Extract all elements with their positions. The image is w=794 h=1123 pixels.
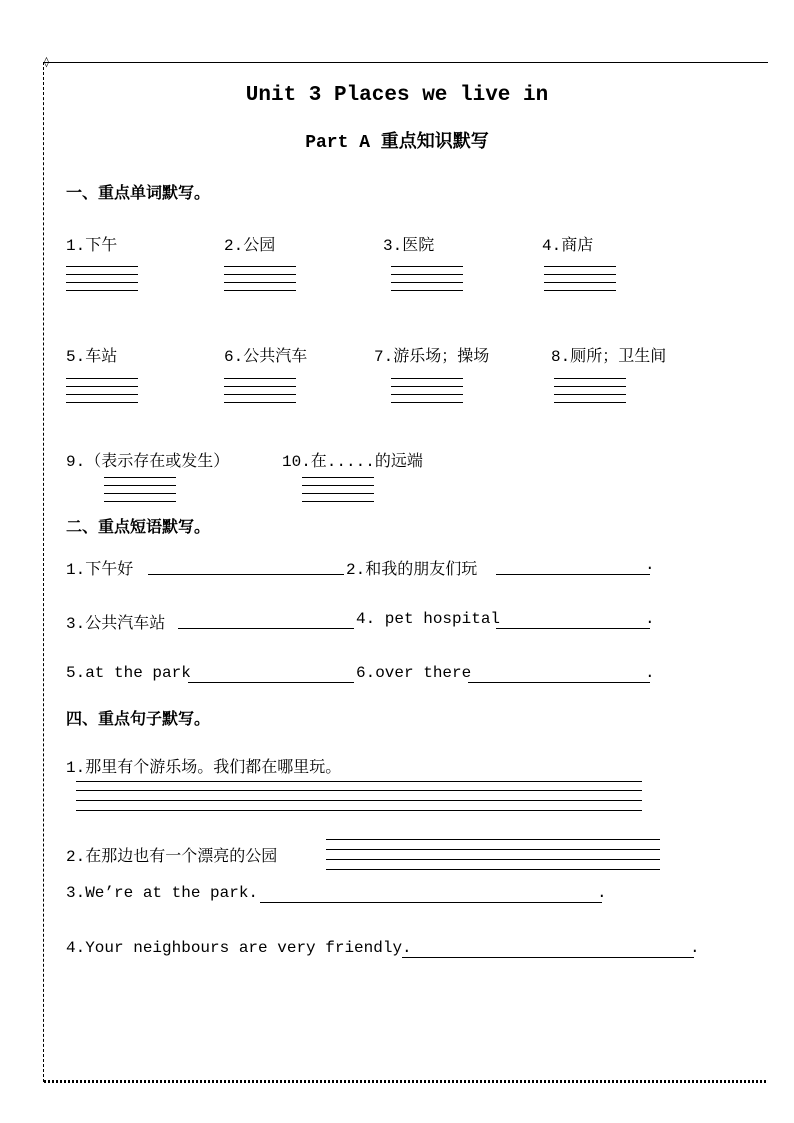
period: . [690, 939, 700, 957]
writing-lines[interactable] [66, 378, 138, 410]
sentence-prompt: 3.We’re at the park. [66, 884, 259, 902]
phrase-prompt: 1.下午好 [66, 561, 134, 579]
writing-lines[interactable] [104, 477, 176, 509]
answer-line[interactable] [148, 574, 344, 575]
writing-lines[interactable] [544, 266, 616, 298]
page-left-border [43, 62, 44, 1082]
corner-mark: ◊ [44, 57, 49, 68]
word-prompt: 3.医院 [383, 237, 435, 255]
section-sentences-heading: 四、重点句子默写。 [66, 709, 211, 728]
word-prompt: 4.商店 [542, 237, 594, 255]
section-words-heading: 一、重点单词默写。 [66, 183, 211, 202]
answer-line[interactable] [468, 682, 650, 683]
worksheet-title: Unit 3 Places we live in [245, 84, 549, 107]
word-prompt: 5.车站 [66, 348, 118, 366]
sentence-prompt: 4.Your neighbours are very friendly. [66, 939, 412, 957]
period: . [645, 610, 655, 628]
writing-lines[interactable] [326, 839, 660, 871]
writing-lines[interactable] [391, 378, 463, 410]
word-prompt: 2.公园 [224, 237, 276, 255]
sentence-prompt: 1.那里有个游乐场。我们都在哪里玩。 [66, 759, 342, 777]
phrase-prompt: 2.和我的朋友们玩 [346, 561, 478, 579]
writing-lines[interactable] [66, 266, 138, 298]
period: . [597, 884, 607, 902]
word-prompt: 7.游乐场；操场 [374, 348, 490, 366]
period: . [645, 664, 655, 682]
word-prompt: 1.下午 [66, 237, 118, 255]
phrase-prompt: 5.at the park [66, 664, 191, 682]
section-phrases-heading: 二、重点短语默写。 [66, 517, 211, 536]
worksheet-subtitle: Part A 重点知识默写 [305, 133, 489, 153]
answer-line[interactable] [402, 957, 694, 958]
phrase-prompt: 6.over there [356, 664, 472, 682]
answer-line[interactable] [260, 902, 602, 903]
word-prompt: 10.在.....的远端 [282, 453, 423, 471]
writing-lines[interactable] [302, 477, 374, 509]
page-top-border [44, 62, 768, 63]
answer-line[interactable] [188, 682, 354, 683]
phrase-prompt: 3.公共汽车站 [66, 615, 166, 633]
period: . [645, 556, 655, 574]
phrase-prompt: 4. pet hospital [356, 610, 501, 628]
word-prompt: 6.公共汽车 [224, 348, 308, 366]
answer-line[interactable] [178, 628, 354, 629]
writing-lines[interactable] [76, 781, 642, 813]
answer-line[interactable] [496, 574, 650, 575]
page-bottom-border [44, 1080, 768, 1083]
writing-lines[interactable] [224, 266, 296, 298]
sentence-prompt: 2.在那边也有一个漂亮的公园 [66, 848, 278, 866]
writing-lines[interactable] [554, 378, 626, 410]
word-prompt: 9.（表示存在或发生） [66, 453, 230, 471]
answer-line[interactable] [496, 628, 650, 629]
writing-lines[interactable] [391, 266, 463, 298]
word-prompt: 8.厕所；卫生间 [551, 348, 667, 366]
writing-lines[interactable] [224, 378, 296, 410]
